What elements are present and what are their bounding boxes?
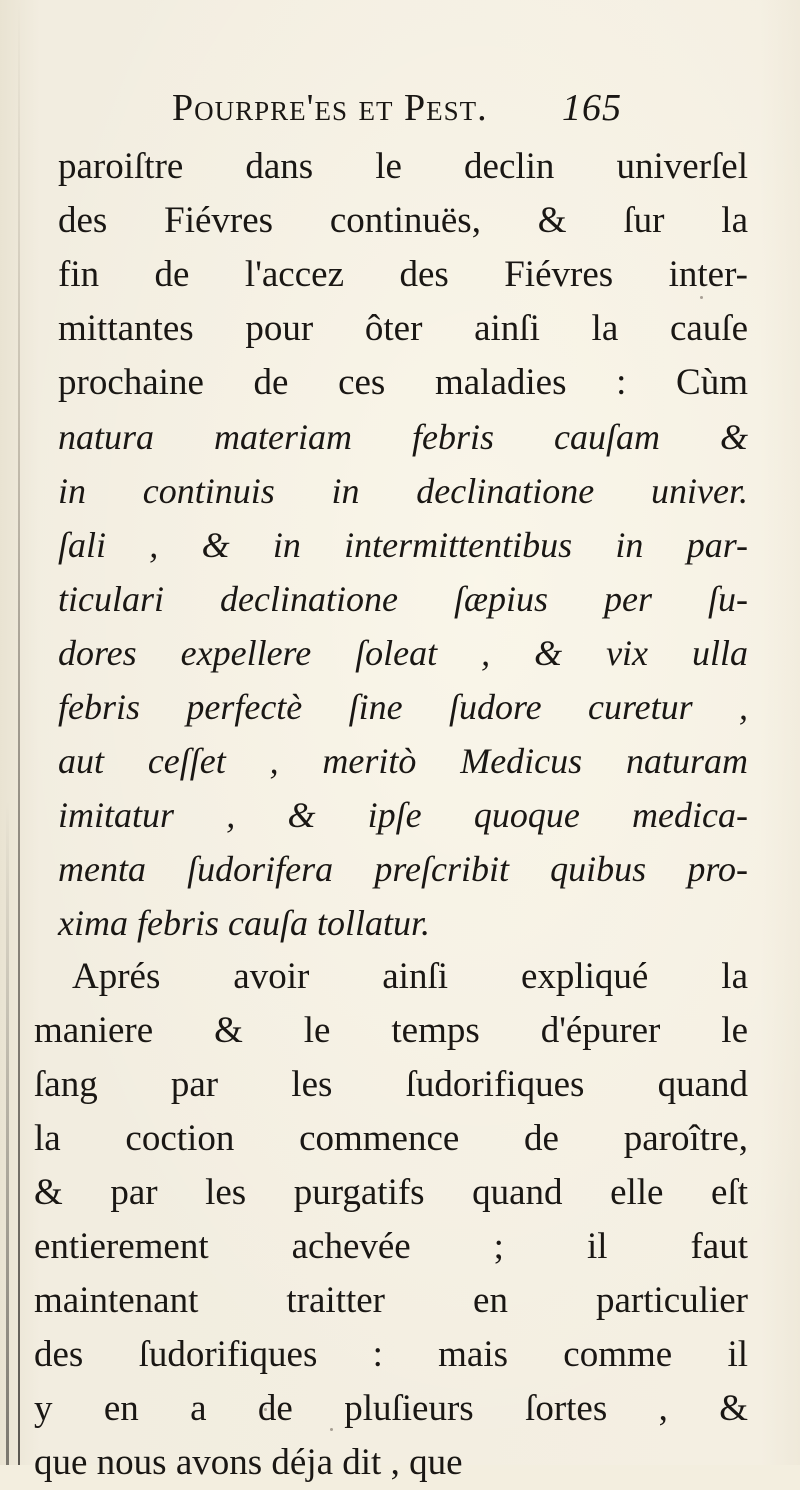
text-line: maniere & le temps d'épurer le	[34, 1010, 748, 1051]
text-line: prochaine de ces maladies : Cùm	[58, 362, 748, 403]
text-line: ſang par les ſudorifiques quand	[34, 1064, 748, 1105]
latin-line: in continuis in declinatione univer.	[58, 471, 748, 511]
page-number: 165	[562, 87, 622, 129]
latin-line: ſali , & in intermittentibus in par-	[58, 525, 748, 565]
latin-line: dores expellere ſoleat , & vix ulla	[58, 633, 748, 673]
latin-line: ticulari declinatione ſæpius per ſu-	[58, 579, 748, 619]
text-line: y en a de pluſieurs ſortes , &	[34, 1388, 748, 1429]
text-line: que nous avons déja dit , que	[34, 1442, 463, 1483]
text-line: des ſudorifiques : mais comme il	[34, 1334, 748, 1375]
text-line: paroiſtre dans le declin univerſel	[58, 146, 748, 187]
paper-speck	[264, 1408, 267, 1411]
gutter-shadow	[18, 0, 20, 1465]
running-header	[172, 86, 632, 136]
text-line: & par les purgatifs quand elle eſt	[34, 1172, 748, 1213]
text-line: Aprés avoir ainſi expliqué la	[72, 956, 748, 997]
paper-speck	[330, 1428, 333, 1431]
page-edge-shadow	[6, 800, 9, 1465]
latin-line: febris perfectè ſine ſudore curetur ,	[58, 687, 748, 727]
latin-line: aut ceſſet , meritò Medicus naturam	[58, 741, 748, 781]
paper-speck	[700, 296, 703, 299]
latin-line: imitatur , & ipſe quoque medica-	[58, 795, 748, 835]
text-line: la coction commence de paroître,	[34, 1118, 748, 1159]
body-text-paragraph-2	[34, 950, 748, 1490]
text-line: maintenant traitter en particulier	[34, 1280, 748, 1321]
latin-line: xima febris cauſa tollatur.	[58, 903, 430, 943]
running-title: Pourpre'es et Pest.	[172, 87, 488, 129]
text-line: des Fiévres continuës, & ſur la	[58, 200, 748, 241]
latin-line: natura materiam febris cauſam &	[58, 417, 748, 457]
text-line: fin de l'accez des Fiévres inter-	[58, 254, 748, 295]
body-text	[58, 140, 748, 950]
latin-line: menta ſudorifera preſcribit quibus pro-	[58, 849, 748, 889]
text-line: mittantes pour ôter ainſi la cauſe	[58, 308, 748, 349]
text-line: entierement achevée ; il faut	[34, 1226, 748, 1267]
